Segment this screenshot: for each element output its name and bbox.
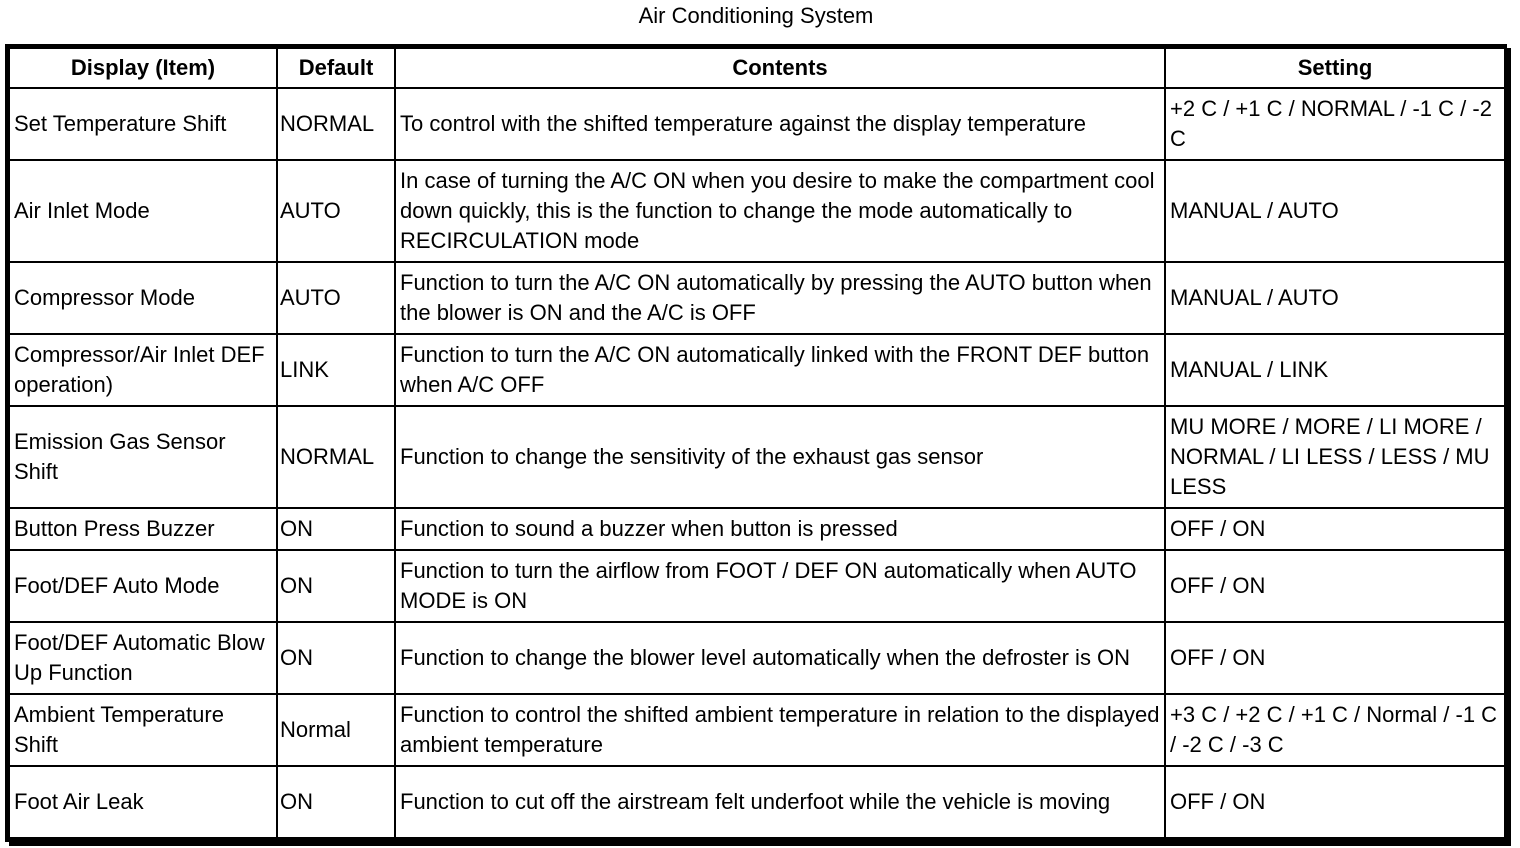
setting-cell: OFF / ON	[1165, 550, 1505, 622]
table-row	[9, 508, 1505, 550]
item-cell: Set Temperature Shift	[9, 88, 277, 160]
table-row	[9, 550, 1505, 622]
table-row	[9, 766, 1505, 838]
setting-cell: OFF / ON	[1165, 622, 1505, 694]
item-cell: Ambient Temperature Shift	[9, 694, 277, 766]
default-cell: LINK	[277, 334, 395, 406]
item-cell: Foot/DEF Automatic Blow Up Function	[9, 622, 277, 694]
contents-cell: Function to turn the A/C ON automatically linked with the FRONT DEF button when A/C OFF	[395, 334, 1165, 406]
contents-cell: Function to turn the airflow from FOOT / DEF ON automatically when AUTO MODE is ON	[395, 550, 1165, 622]
settings-table-frame	[5, 44, 1507, 842]
header-default: Default	[277, 48, 395, 88]
item-cell: Foot Air Leak	[9, 766, 277, 838]
table-row	[9, 88, 1505, 160]
page-title: Air Conditioning System	[638, 3, 874, 28]
table-row	[9, 622, 1505, 694]
contents-cell: Function to turn the A/C ON automatically by pressing the AUTO button when the blower is ON and the A/C is OFF	[395, 262, 1165, 334]
item-cell: Button Press Buzzer	[9, 508, 277, 550]
default-cell: AUTO	[277, 160, 395, 262]
item-cell: Compressor/Air Inlet DEF operation)	[9, 334, 277, 406]
setting-cell: OFF / ON	[1165, 766, 1505, 838]
default-cell: Normal	[277, 694, 395, 766]
default-cell: ON	[277, 622, 395, 694]
default-cell: NORMAL	[277, 88, 395, 160]
default-cell: ON	[277, 508, 395, 550]
contents-cell: Function to change the blower level automatically when the defroster is ON	[395, 622, 1165, 694]
default-cell: ON	[277, 550, 395, 622]
setting-cell: MANUAL / LINK	[1165, 334, 1505, 406]
item-cell: Foot/DEF Auto Mode	[9, 550, 277, 622]
contents-cell: Function to sound a buzzer when button is pressed	[395, 508, 1165, 550]
setting-cell: OFF / ON	[1165, 508, 1505, 550]
contents-cell: To control with the shifted temperature against the display temperature	[395, 88, 1165, 160]
header-display-item: Display (Item)	[9, 48, 277, 88]
header-contents: Contents	[395, 48, 1165, 88]
item-cell: Emission Gas Sensor Shift	[9, 406, 277, 508]
settings-table	[8, 47, 1506, 839]
default-cell: AUTO	[277, 262, 395, 334]
setting-cell: MANUAL / AUTO	[1165, 160, 1505, 262]
setting-cell: MANUAL / AUTO	[1165, 262, 1505, 334]
header-setting: Setting	[1165, 48, 1505, 88]
table-row	[9, 406, 1505, 508]
contents-cell: Function to change the sensitivity of the exhaust gas sensor	[395, 406, 1165, 508]
contents-cell: Function to control the shifted ambient temperature in relation to the displayed ambient temperature	[395, 694, 1165, 766]
table-row	[9, 694, 1505, 766]
contents-cell: Function to cut off the airstream felt underfoot while the vehicle is moving	[395, 766, 1165, 838]
item-cell: Air Inlet Mode	[9, 160, 277, 262]
default-cell: NORMAL	[277, 406, 395, 508]
contents-cell: In case of turning the A/C ON when you desire to make the compartment cool down quickly, this is the function to change the mode automatically to RECIRCULATION mode	[395, 160, 1165, 262]
table-row	[9, 334, 1505, 406]
setting-cell: +3 C / +2 C / +1 C / Normal / -1 C / -2 C / -3 C	[1165, 694, 1505, 766]
item-cell: Compressor Mode	[9, 262, 277, 334]
table-row	[9, 160, 1505, 262]
table-header-row	[9, 48, 1505, 88]
default-cell: ON	[277, 766, 395, 838]
table-row	[9, 262, 1505, 334]
setting-cell: MU MORE / MORE / LI MORE / NORMAL / LI LESS / LESS / MU LESS	[1165, 406, 1505, 508]
setting-cell: +2 C / +1 C / NORMAL / -1 C / -2 C	[1165, 88, 1505, 160]
